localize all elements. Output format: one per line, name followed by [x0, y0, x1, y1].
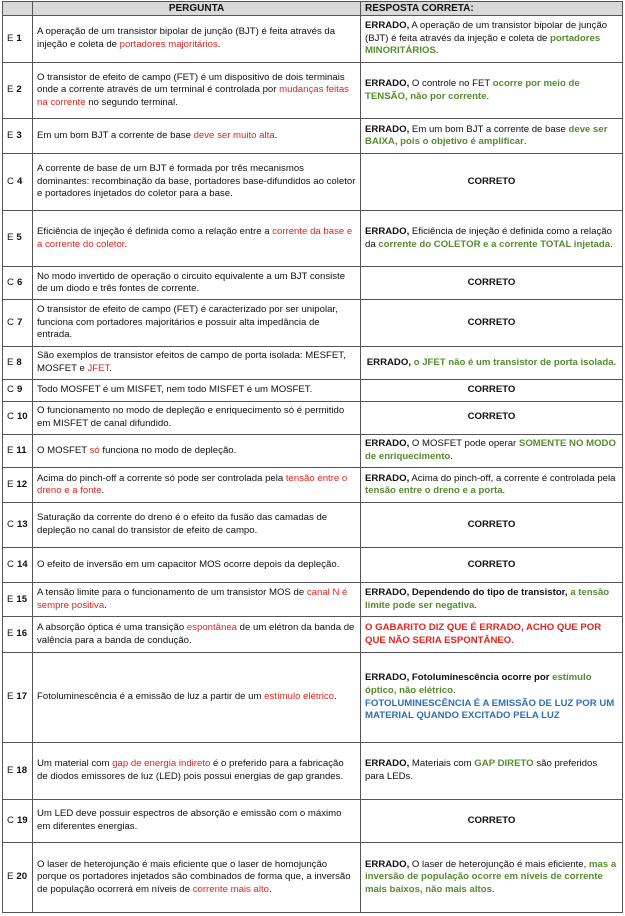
answer-text: [361, 843, 623, 913]
text-fragment: Em um bom BJT a corrente de base: [409, 123, 569, 135]
answer-text: CORRETO: [361, 401, 623, 434]
answer-text: CORRETO: [361, 379, 623, 401]
question-code: [3, 119, 33, 154]
text-fragment: ERRADO,: [366, 356, 411, 368]
table-row: [3, 653, 623, 743]
status-letter: E: [7, 871, 14, 883]
text-fragment: FOTOLUMINESCÊNCIA É A EMISSÃO DE LUZ POR UM MATERIAL QUANDO EXCITADO PELA LUZ: [365, 697, 615, 722]
text-fragment: ERRADO,: [365, 225, 410, 237]
table-row: [3, 62, 623, 119]
text-fragment: O transistor de efeito de campo (FET) é um dispositivo de dois terminais onde a corrente através de um terminal é controlada por: [37, 71, 345, 96]
text-fragment: .: [491, 883, 495, 895]
text-fragment: .: [268, 883, 272, 895]
text-fragment: estímulo elétrico: [264, 691, 335, 703]
table-row: [3, 300, 623, 347]
question-number: 9: [16, 383, 23, 395]
text-fragment: ERRADO,: [365, 858, 410, 870]
question-number: 17: [16, 691, 28, 703]
question-code: [3, 16, 33, 63]
question-code: [3, 300, 33, 347]
question-number: 12: [16, 478, 28, 490]
status-letter: C: [7, 316, 14, 328]
question-text: [33, 799, 361, 842]
table-row: [3, 843, 623, 913]
text-fragment: .: [334, 691, 337, 703]
text-fragment: tensão entre o dreno e a fonte: [37, 472, 348, 497]
text-fragment: A operação de um transistor bipolar de junção (BJT) é feita através da injeção e coleta de: [365, 20, 608, 44]
header-code-cell: [3, 2, 33, 16]
status-letter: E: [7, 478, 14, 490]
text-fragment: Todo MOSFET é um MISFET, nem todo MISFET é um MOSFET.: [37, 383, 313, 395]
status-letter: E: [7, 691, 14, 703]
question-number: 5: [16, 232, 22, 244]
text-fragment: é o preferido para a fabricação de diodos emissores de luz (LED) pois possui energias de gap grandes.: [37, 758, 344, 783]
question-number: 7: [16, 316, 23, 328]
answer-text: CORRETO: [361, 503, 623, 548]
question-code: [3, 379, 33, 401]
question-number: 11: [16, 444, 27, 456]
text-fragment: Dependendo do tipo de transistor,: [409, 587, 571, 599]
text-fragment: A corrente de base de um BJT é formada por três mecanismos dominantes: recombinação da base, portadores base-difundidos ao coletor e portadores injetados do coletor para a base.: [37, 162, 356, 200]
answer-text: CORRETO: [361, 547, 623, 583]
table-row: [3, 583, 623, 617]
text-fragment: ERRADO,: [365, 472, 410, 484]
question-text: [33, 267, 361, 300]
status-letter: E: [7, 356, 14, 368]
table-row: [3, 267, 623, 300]
status-letter: C: [7, 411, 14, 423]
table-row: [3, 16, 623, 63]
text-fragment: .: [217, 39, 221, 51]
answer-text: CORRETO: [361, 799, 623, 842]
table-row: [3, 503, 623, 548]
text-fragment: ERRADO,: [365, 438, 410, 450]
text-fragment: .: [450, 450, 453, 462]
question-code: [3, 503, 33, 548]
question-number: 13: [16, 518, 28, 530]
answer-text: CORRETO: [361, 300, 623, 347]
question-text: [33, 154, 361, 211]
question-number: 1: [16, 32, 22, 44]
question-number: 3: [16, 129, 22, 141]
text-fragment: .: [486, 90, 490, 102]
text-fragment: corrente mais alto: [192, 883, 269, 895]
answer-text: [361, 346, 623, 379]
answer-text: [361, 583, 623, 617]
text-fragment: .: [523, 136, 527, 148]
question-number: 16: [16, 628, 28, 640]
text-fragment: Em um bom BJT a corrente de base: [37, 129, 194, 141]
question-text: [33, 547, 361, 583]
table-header-row: [3, 2, 623, 16]
text-fragment: portadores MINORITÁRIOS: [365, 32, 601, 57]
text-fragment: Fotoluminescência ocorre por: [409, 672, 553, 684]
status-letter: E: [7, 129, 14, 141]
question-code: [3, 210, 33, 267]
text-fragment: O laser de heterojunção é mais eficiente,: [409, 858, 589, 870]
text-fragment: A operação de um transistor bipolar de junção (BJT) é feita através da injeção e coleta de: [37, 26, 336, 51]
text-fragment: de um elétron da banda de valência para a banda de condução.: [37, 621, 355, 646]
table-row: [3, 434, 623, 468]
table-row: [3, 401, 623, 434]
text-fragment: no segundo terminal.: [85, 96, 178, 108]
status-letter: E: [7, 593, 14, 605]
text-fragment: o JFET não é um transistor de porta isolada.: [411, 356, 617, 368]
text-fragment: mudanças feitas na corrente: [37, 84, 349, 108]
status-letter: E: [7, 628, 14, 640]
question-number: 18: [16, 764, 28, 776]
text-fragment: .: [610, 238, 613, 250]
text-fragment: O funcionamento no modo de depleção e enriquecimento só é permitido em MISFET de canal difundido.: [37, 404, 345, 429]
text-fragment: ERRADO,: [365, 587, 410, 599]
question-text: [33, 503, 361, 548]
status-letter: C: [7, 175, 14, 187]
text-fragment: Um material com: [37, 758, 113, 770]
table-row: [3, 210, 623, 267]
text-fragment: mas a inversão de população ocorre em níveis de corrente mais baixos, não mais altos: [365, 858, 617, 895]
text-fragment: .: [452, 685, 456, 697]
question-text: [33, 300, 361, 347]
text-fragment: Fotoluminescência é a emissão de luz a partir de um: [37, 691, 265, 703]
question-number: 14: [16, 558, 28, 570]
text-fragment: O MOSFET: [37, 444, 90, 456]
text-fragment: .: [101, 485, 105, 497]
text-fragment: ERRADO,: [365, 78, 410, 89]
question-code: [3, 743, 33, 800]
text-fragment: ocorre por meio de TENSÃO, não por corrente: [365, 78, 580, 102]
question-text: [33, 434, 361, 468]
question-code: [3, 799, 33, 842]
question-text: [33, 583, 361, 617]
text-fragment: O transistor de efeito de campo (FET) é caracterizado por ser unipolar, funciona com portadores majoritários e possuir alta impedância de entrada.: [37, 304, 338, 341]
text-fragment: Um LED deve possuir espectros de absorção e emissão com o máximo em diferentes energias.: [37, 808, 342, 833]
text-fragment: O GABARITO DIZ QUE É ERRADO, ACHO QUE POR QUE NÃO SERIA ESPONTÂNEO.: [365, 621, 602, 646]
status-letter: C: [7, 276, 14, 288]
answer-text: CORRETO: [361, 154, 623, 211]
question-code: [3, 653, 33, 743]
text-fragment: espontânea: [186, 621, 238, 633]
question-number: 15: [16, 593, 28, 605]
text-fragment: deve ser BAIXA, pois o objetivo é amplificar: [365, 123, 608, 148]
question-text: [33, 468, 361, 503]
text-fragment: funciona no modo de depleção.: [99, 444, 237, 456]
header-question: PERGUNTA: [33, 2, 361, 16]
table-body: [3, 16, 623, 913]
question-text: [33, 210, 361, 267]
question-code: [3, 346, 33, 379]
question-number: 19: [16, 814, 28, 826]
text-fragment: No modo invertido de operação o circuito equivalente a um BJT consiste de um diodo e três fontes de corrente.: [37, 270, 346, 295]
table-row: [3, 799, 623, 842]
question-code: [3, 468, 33, 503]
answer-key-table: [2, 1, 623, 913]
question-text: [33, 401, 361, 434]
text-fragment: portadores majoritários: [119, 39, 218, 51]
text-fragment: só: [89, 444, 100, 456]
question-text: [33, 16, 361, 63]
text-fragment: O efeito de inversão em um capacitor MOS ocorre depois da depleção.: [37, 558, 340, 570]
answer-text: [361, 653, 623, 743]
table-row: [3, 379, 623, 401]
table-row: [3, 119, 623, 154]
text-fragment: tensão entre o dreno e a porta: [365, 485, 503, 497]
table-row: [3, 154, 623, 211]
question-text: [33, 119, 361, 154]
answer-text: [361, 119, 623, 154]
question-code: [3, 583, 33, 617]
text-fragment: a tensão limite pode ser negativa: [365, 587, 610, 611]
text-fragment: .: [435, 45, 439, 57]
question-code: [3, 617, 33, 653]
text-fragment: corrente da base e a corrente do coletor: [37, 225, 353, 250]
text-fragment: Saturação da corrente do dreno é o efeito da fusão das camadas de depleção no canal do transistor de efeito de campo.: [37, 512, 328, 536]
question-text: [33, 62, 361, 119]
status-letter: E: [7, 764, 14, 776]
question-text: [33, 379, 361, 401]
answer-text: CORRETO: [361, 267, 623, 300]
question-code: [3, 267, 33, 300]
question-number: 20: [16, 871, 28, 883]
text-fragment: corrente do COLETOR e a corrente TOTAL injetada: [378, 238, 611, 250]
text-fragment: .: [109, 362, 112, 374]
table-row: [3, 743, 623, 800]
status-letter: C: [7, 518, 14, 530]
answer-text: [361, 468, 623, 503]
question-code: [3, 547, 33, 583]
text-fragment: ERRADO,: [365, 20, 410, 32]
text-fragment: A absorção óptica é uma transição: [37, 621, 187, 633]
text-fragment: gap de energia indireto: [112, 758, 211, 770]
answer-text: [361, 62, 623, 119]
status-letter: E: [7, 32, 14, 44]
text-fragment: Eficiência de injeção é definida como a relação entre a: [37, 225, 273, 237]
text-fragment: Materiais com: [409, 758, 475, 770]
text-fragment: .: [474, 599, 477, 611]
text-fragment: O MOSFET pode operar: [409, 438, 519, 450]
question-code: [3, 434, 33, 468]
text-fragment: estímulo óptico, não elétrico: [365, 672, 592, 697]
text-fragment: O laser de heterojunção é mais eficiente que o laser de homojunção porque os portadores injetados são combinados de forma que, a inversão de população ocorrerá em níveis de: [37, 858, 351, 895]
header-answer: RESPOSTA CORRETA:: [361, 2, 623, 16]
text-fragment: São exemplos de transistor efeitos de campo de porta isolada: MESFET, MOSFET e: [37, 350, 346, 374]
question-number: 10: [16, 411, 28, 423]
status-letter: E: [7, 444, 14, 456]
answer-text: [361, 434, 623, 468]
answer-text: [361, 16, 623, 63]
text-fragment: Acima do pinch-off a corrente só pode ser controlada pela: [37, 472, 286, 484]
question-text: [33, 617, 361, 653]
text-fragment: .: [274, 129, 278, 141]
question-number: 4: [16, 175, 23, 187]
table-row: [3, 346, 623, 379]
text-fragment: são preferidos para LEDs.: [365, 758, 598, 783]
text-fragment: .: [104, 599, 107, 611]
question-code: [3, 843, 33, 913]
text-fragment: A tensão limite para o funcionamento de um transistor MOS de: [37, 587, 307, 599]
answer-text: [361, 617, 623, 653]
text-fragment: SOMENTE NO MODO de enriquecimento: [365, 438, 616, 462]
text-fragment: Acima do pinch-off, a corrente é controlada pela: [409, 472, 616, 484]
table-row: [3, 617, 623, 653]
table-row: [3, 468, 623, 503]
question-number: 8: [16, 356, 22, 368]
text-fragment: ERRADO,: [365, 672, 410, 684]
text-fragment: deve ser muito alta: [193, 129, 275, 141]
status-letter: E: [7, 84, 14, 96]
text-fragment: GAP DIRETO: [474, 758, 534, 770]
question-code: [3, 401, 33, 434]
text-fragment: Eficiência de injeção é definida como a relação da: [365, 225, 612, 250]
status-letter: C: [7, 383, 14, 395]
text-fragment: ERRADO,: [365, 758, 410, 770]
question-text: [33, 843, 361, 913]
question-code: [3, 154, 33, 211]
text-fragment: O controle no FET: [409, 78, 493, 89]
status-letter: C: [7, 558, 14, 570]
text-fragment: ERRADO,: [365, 123, 410, 135]
text-fragment: JFET: [87, 362, 110, 374]
status-letter: E: [7, 232, 14, 244]
question-code: [3, 62, 33, 119]
text-fragment: canal N é sempre positiva: [37, 587, 348, 611]
question-text: [33, 743, 361, 800]
question-number: 2: [16, 84, 22, 96]
text-fragment: .: [124, 238, 128, 250]
question-number: 6: [16, 276, 23, 288]
text-fragment: .: [502, 485, 506, 497]
question-text: [33, 653, 361, 743]
table-row: [3, 547, 623, 583]
answer-text: [361, 743, 623, 800]
status-letter: C: [7, 814, 14, 826]
question-text: [33, 346, 361, 379]
answer-text: [361, 210, 623, 267]
